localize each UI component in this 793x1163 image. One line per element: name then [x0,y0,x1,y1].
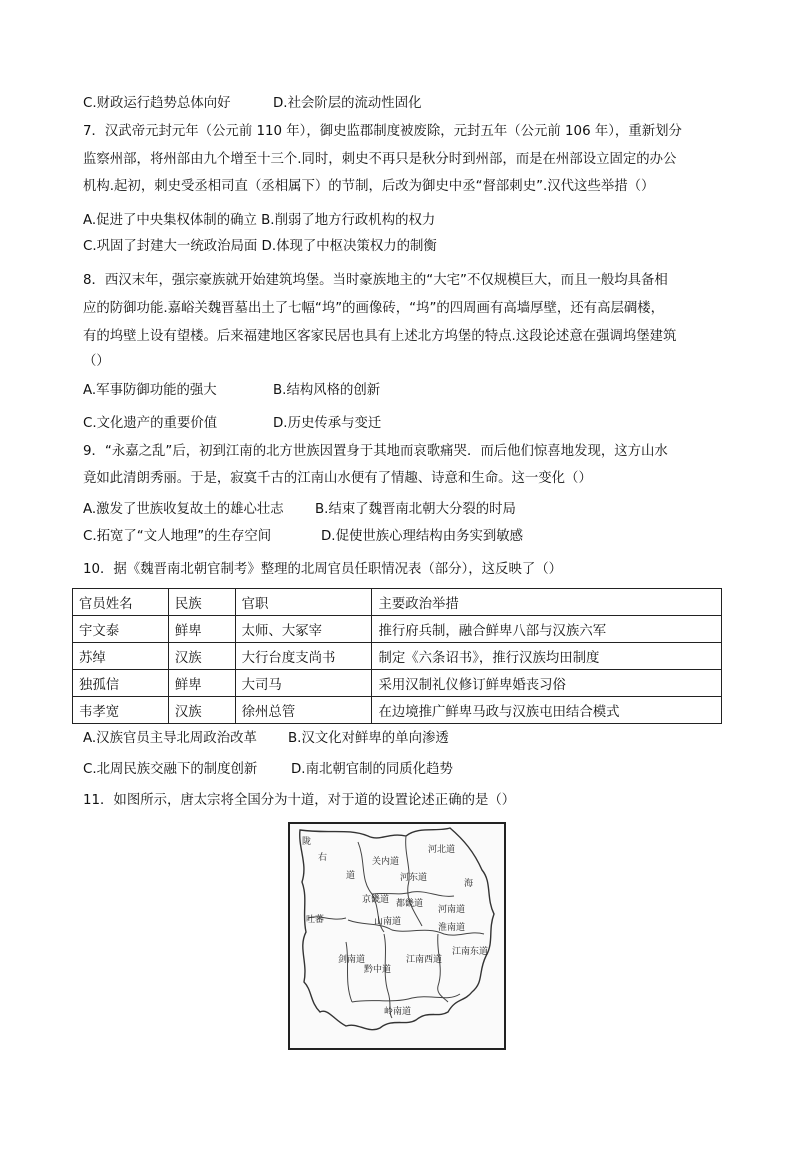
q10-option-c[interactable]: C.北周民族交融下的制度创新 [83,762,258,777]
table-cell: 大司马 [235,670,372,697]
q9-stem-line2: 竟如此清朗秀丽。于是，寂寞千古的江南山水便有了情趣、诗意和生命。这一变化（） [83,471,592,486]
q10-option-b[interactable]: B.汉文化对鲜卑的单向渗透 [288,731,449,746]
table-cell: 苏绰 [73,643,169,670]
q9-stem-line1: 9．“永嘉之乱”后，初到江南的北方世族因置身于其地而哀歌痛哭．而后他们惊喜地发现，这方山水 [83,444,668,459]
table-cell: 韦孝宽 [73,697,169,724]
table-cell: 鲜卑 [168,616,235,643]
q11-stem: 11．如图所示，唐太宗将全国分为十道，对于道的设置论述正确的是（） [83,793,516,808]
q10-options-row1 [83,729,449,749]
table-cell: 大行台度支尚书 [235,643,372,670]
map-label: 吐蕃 [306,915,325,925]
q7-stem-line2: 监察州部，将州部由九个增至十三个.同时，刺史不再只是秋分时到州部，而是在州部设立固定的办公 [83,152,677,167]
table-cell: 鲜卑 [168,670,235,697]
q8-option-c[interactable]: C.文化遗产的重要价值 [83,416,218,431]
map-label: 岭南道 [384,1007,412,1017]
table-row [73,616,722,643]
table-cell: 汉族 [168,697,235,724]
table-cell: 徐州总管 [235,697,372,724]
table-cell: 采用汉制礼仪修订鲜卑婚丧习俗 [372,670,722,697]
table-header-cell: 民族 [168,589,235,616]
table-cell: 宇文泰 [73,616,169,643]
map-label: 道 [346,871,356,881]
map-label: 陇 [302,837,312,847]
map-label: 河南道 [438,905,466,915]
q8-option-b[interactable]: B.结构风格的创新 [273,383,381,398]
table-row [73,643,722,670]
q9-option-c[interactable]: C.拓宽了“文人地理”的生存空间 [83,529,272,544]
q8-options-row2 [83,414,381,434]
map-label: 京畿道 [362,895,390,905]
map-label: 山南道 [374,917,402,927]
table-row [73,697,722,724]
table-cell: 汉族 [168,643,235,670]
tang-ten-circuits-map [288,822,506,1050]
table-row [73,670,722,697]
table-cell: 推行府兵制，融合鲜卑八部与汉族六军 [372,616,722,643]
officials-table [72,588,722,724]
q8-stem-line3: 有的坞壁上设有望楼。后来福建地区客家民居也具有上述北方坞堡的特点.这段论述意在强调坞堡建筑 [83,329,677,344]
table-header-cell: 官员姓名 [73,589,169,616]
q8-option-d[interactable]: D.历史传承与变迁 [273,416,382,431]
table-cell: 制定《六条诏书》，推行汉族均田制度 [372,643,722,670]
map-label: 河北道 [428,845,456,855]
map-label: 关内道 [372,857,400,867]
q10-options-row2 [83,760,453,780]
table-header-cell: 官职 [235,589,372,616]
table-cell: 独孤信 [73,670,169,697]
q7-stem-line3: 机构.起初，刺史受丞相司直（丞相属下）的节制，后改为御史中丞“督部刺史”.汉代这些举措（） [83,179,655,194]
map-label: 淮南道 [438,923,466,933]
q9-option-a[interactable]: A.激发了世族收复故土的雄心壮志 [83,502,284,517]
q8-stem-line2: 应的防御功能.嘉峪关魏晋墓出土了七幅“坞”的画像砖，“坞”的四周画有高墙厚壁，还有高层碉楼， [83,301,665,316]
q9-option-b[interactable]: B.结束了魏晋南北朝大分裂的时局 [315,502,516,517]
map-svg [288,822,506,1050]
map-label: 都畿道 [396,899,424,909]
q6-option-d[interactable]: D.社会阶层的流动性固化 [273,96,422,111]
q9-options-row1 [83,500,516,520]
table-cell: 太师、大冢宰 [235,616,372,643]
map-label: 海 [464,879,474,889]
q7-options-row2[interactable]: C.巩固了封建大一统政治局面 D.体现了中枢决策权力的制衡 [83,239,437,254]
q8-options-row1 [83,381,380,401]
table-header-row [73,589,722,616]
q8-stem-line4: （） [83,354,110,369]
table-header-cell: 主要政治举措 [372,589,722,616]
q7-stem-line1: 7．汉武帝元封元年（公元前 110 年），御史监郡制度被废除，元封五年（公元前 106 年），重新划分 [83,124,682,139]
map-label: 江南西道 [406,955,443,965]
q6-option-c[interactable]: C.财政运行趋势总体向好 [83,96,231,111]
q10-option-d[interactable]: D.南北朝官制的同质化趋势 [291,762,453,777]
q9-options-row2 [83,527,523,547]
q8-option-a[interactable]: A.军事防御功能的强大 [83,383,217,398]
map-label: 剑南道 [338,955,366,965]
q10-option-a[interactable]: A.汉族官员主导北周政治改革 [83,731,257,746]
q8-stem-line1: 8．西汉末年，强宗豪族就开始建筑坞堡。当时豪族地主的“大宅”不仅规模巨大，而且一般均具备相 [83,273,668,288]
table-cell: 在边境推广鲜卑马政与汉族屯田结合模式 [372,697,722,724]
q6-options-row [83,94,421,114]
q10-stem: 10．据《魏晋南北朝官制考》整理的北周官员任职情况表（部分），这反映了（） [83,562,563,577]
map-label: 右 [318,853,328,863]
q9-option-d[interactable]: D.促使世族心理结构由务实到敏感 [321,529,524,544]
map-label: 黔中道 [364,965,392,975]
q7-options-row1[interactable]: A.促进了中央集权体制的确立 B.削弱了地方行政机构的权力 [83,213,436,228]
map-label: 江南东道 [452,947,489,957]
map-label: 河东道 [400,873,428,883]
